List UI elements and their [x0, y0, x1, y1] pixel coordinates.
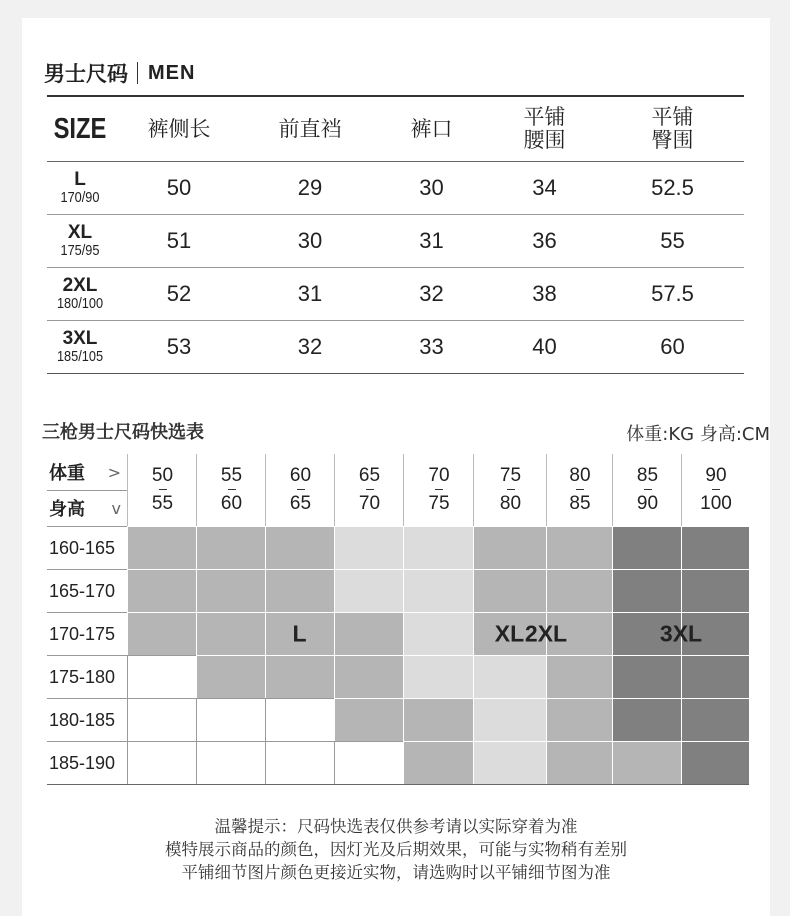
- size-zone-cell: [196, 655, 265, 698]
- size-zone-cell: [265, 741, 334, 784]
- table-cell: 51: [113, 215, 245, 268]
- table-cell: 32: [245, 321, 375, 374]
- table-cell: 36: [488, 215, 601, 268]
- weight-range-header: 85 90: [612, 454, 682, 526]
- size-zone-cell: [403, 569, 473, 612]
- table-cell: 33: [375, 321, 488, 374]
- size-zone-cell: [546, 526, 612, 569]
- table-cell: 29: [245, 162, 375, 215]
- size-zone-cell: [334, 698, 403, 741]
- size-zone-cell: [473, 569, 546, 612]
- height-range-label: 185-190: [47, 741, 129, 785]
- size-zone-cell: [403, 741, 473, 784]
- table-cell: 52.5: [601, 162, 744, 215]
- size-zone-cell: [546, 655, 612, 698]
- size-cell: L 170/90: [47, 162, 113, 215]
- weight-range-header: 90 100: [681, 454, 750, 526]
- size-zone-cell: [196, 526, 265, 569]
- table-cell: 60: [601, 321, 744, 374]
- table-cell: 38: [488, 268, 601, 321]
- table-cell: 34: [488, 162, 601, 215]
- title-divider: [137, 62, 138, 84]
- size-zone-cell: [196, 612, 265, 655]
- size-chart-page: [22, 18, 770, 916]
- unit-note: 体重:KG 身高:CM: [626, 424, 770, 445]
- table-cell: 55: [601, 215, 744, 268]
- size-zone-cell: [265, 698, 334, 741]
- grid-bottom-border: [47, 784, 749, 785]
- size-zone-cell: [196, 698, 265, 741]
- size-zone-cell: [127, 612, 196, 655]
- size-zone-cell: [473, 741, 546, 784]
- table-cell: 32: [375, 268, 488, 321]
- size-zone-cell: [546, 569, 612, 612]
- table-cell: 30: [375, 162, 488, 215]
- size-zone-cell: [612, 655, 681, 698]
- table-cell: 53: [113, 321, 245, 374]
- weight-range-header: 55 60: [196, 454, 266, 526]
- size-zone-cell: [403, 612, 473, 655]
- table-row: [47, 162, 744, 215]
- size-zone-cell: [612, 698, 681, 741]
- table-cell: 31: [245, 268, 375, 321]
- size-zone-cell: [265, 569, 334, 612]
- column-header-outseam: 裤侧长: [113, 96, 245, 162]
- size-zone-cell: [403, 655, 473, 698]
- weight-range-header: 50 55: [127, 454, 197, 526]
- grid-axis-header: [47, 454, 127, 526]
- title-chinese: 男士尺码: [44, 62, 128, 86]
- column-header-flat-waist: 平铺腰围: [488, 96, 601, 162]
- zone-label-xl: XL: [494, 620, 525, 646]
- size-zone-cell: [612, 569, 681, 612]
- weight-range-header: 60 65: [265, 454, 335, 526]
- table-cell: 50: [113, 162, 245, 215]
- size-zone-cell: [473, 526, 546, 569]
- size-zone-cell: [681, 741, 749, 784]
- size-zone-cell: [334, 741, 403, 784]
- table-cell: 30: [245, 215, 375, 268]
- size-zone-cell: [473, 655, 546, 698]
- weight-axis-label: 体重 >: [47, 454, 127, 490]
- size-zone-cell: [403, 526, 473, 569]
- size-cell: XL 175/95: [47, 215, 113, 268]
- size-zone-cell: [334, 569, 403, 612]
- table-row: [47, 215, 744, 268]
- size-zone-cell: [612, 741, 681, 784]
- table-cell: 40: [488, 321, 601, 374]
- size-zone-cell: [473, 698, 546, 741]
- height-range-label: 170-175: [47, 612, 129, 656]
- height-range-label: 175-180: [47, 655, 129, 699]
- size-zone-cell: [265, 526, 334, 569]
- section-title: [44, 56, 195, 90]
- size-zone-cell: [681, 655, 749, 698]
- notes: [22, 815, 770, 884]
- size-zone-cell: [681, 698, 749, 741]
- size-zone-cell: [127, 526, 196, 569]
- size-zone-cell: [334, 526, 403, 569]
- height-range-label: 165-170: [47, 569, 129, 613]
- column-header-size: SIZE: [53, 96, 107, 162]
- size-table: [47, 95, 744, 374]
- table-cell: 31: [375, 215, 488, 268]
- column-header-front-rise: 前直裆: [245, 96, 375, 162]
- size-zone-cell: [546, 698, 612, 741]
- size-zone-cell: [681, 526, 749, 569]
- zone-label-2xl: 2XL: [524, 620, 568, 646]
- size-zone-cell: [612, 526, 681, 569]
- size-zone-cell: [334, 655, 403, 698]
- size-cell: 2XL 180/100: [47, 268, 113, 321]
- note-line: 平铺细节图片颜色更接近实物，请选购时以平铺细节图为准: [181, 863, 611, 882]
- size-zone-cell: [127, 741, 196, 784]
- right-arrow-icon: >: [107, 462, 121, 482]
- column-header-flat-hip: 平铺臀围: [601, 96, 744, 162]
- table-row: [47, 321, 744, 374]
- size-zone-cell: [334, 612, 403, 655]
- size-zone-cell: [196, 741, 265, 784]
- size-cell: 3XL 185/105: [47, 321, 113, 374]
- size-zone-cell: [196, 569, 265, 612]
- note-line: 温馨提示：尺码快选表仅供参考请以实际穿着为准: [214, 817, 578, 836]
- size-zone-cell: [265, 655, 334, 698]
- size-zone-cell: [127, 698, 196, 741]
- table-row: [47, 268, 744, 321]
- quick-select-title: 三枪男士尺码快选表: [42, 422, 204, 443]
- height-axis-label: 身高 v: [47, 490, 127, 526]
- size-zone-cell: [403, 698, 473, 741]
- table-cell: 57.5: [601, 268, 744, 321]
- size-table-header: [47, 96, 744, 162]
- size-zone-cell: [546, 741, 612, 784]
- height-range-label: 160-165: [47, 526, 129, 570]
- height-range-label: 180-185: [47, 698, 129, 742]
- weight-range-header: 65 70: [334, 454, 404, 526]
- size-zone-cell: [127, 655, 196, 698]
- down-arrow-icon: v: [111, 498, 121, 518]
- note-line: 模特展示商品的颜色，因灯光及后期效果，可能与实物稍有差别: [165, 840, 627, 859]
- title-english: MEN: [148, 61, 196, 84]
- weight-range-header: 70 75: [403, 454, 474, 526]
- table-cell: 52: [113, 268, 245, 321]
- size-zone-cell: [681, 569, 749, 612]
- column-header-leg-opening: 裤口: [375, 96, 488, 162]
- size-zone-cell: [127, 569, 196, 612]
- zone-label-3xl: 3XL: [659, 620, 703, 646]
- zone-label-l: L: [292, 620, 307, 646]
- weight-range-header: 75 80: [473, 454, 547, 526]
- weight-range-header: 80 85: [546, 454, 613, 526]
